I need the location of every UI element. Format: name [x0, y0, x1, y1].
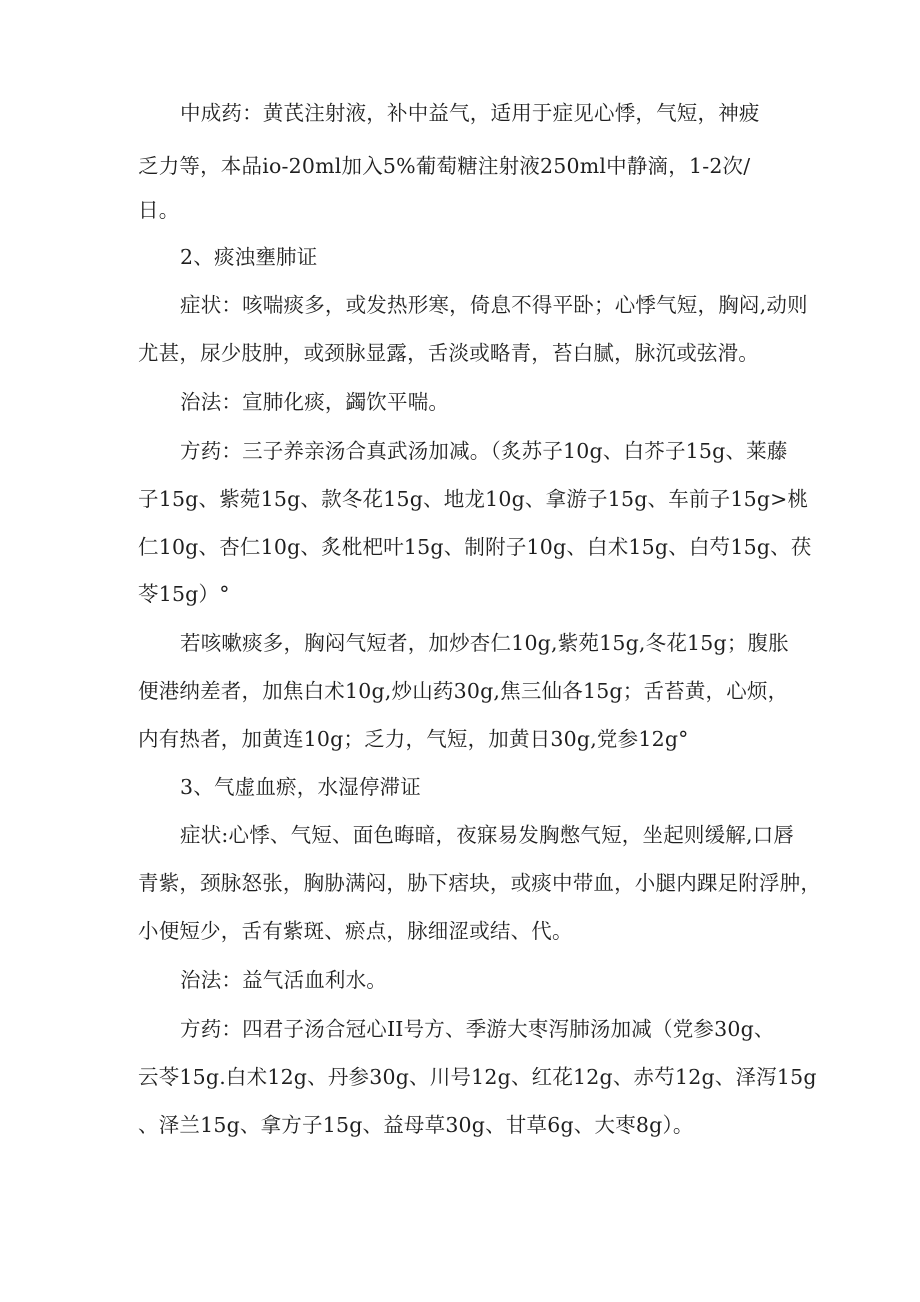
paragraph-line: 尤甚，尿少肢肿，或颈脉显露，舌淡或略青，苔白腻，脉沉或弦滑。 [138, 341, 759, 365]
paragraph-line: 治法：益气活血利水。 [180, 968, 387, 992]
paragraph-line: 青紫，颈脉怒张，胸胁满闷，胁下痞块，或痰中带血，小腿内踝足附浮肿， [138, 871, 822, 895]
paragraph-line: 治法：宣肺化痰，蠲饮平喘。 [180, 390, 450, 414]
paragraph-line: 、泽兰15g、拿方子15g、益母草30g、甘草6g、大枣8g）。 [138, 1113, 694, 1137]
section-heading: 2、痰浊壅肺证 [180, 245, 318, 269]
paragraph-line: 中成药：黄芪注射液，补中益气，适用于症见心悸，气短，神疲 [180, 101, 760, 125]
paragraph-line: 仁10g、杏仁10g、炙枇杷叶15g、制附子10g、白术15g、白芍15g、茯 [138, 535, 812, 559]
paragraph-line: 云苓15g.白术12g、丹参30g、川号12g、红花12g、赤芍12g、泽泻15g [138, 1065, 817, 1089]
paragraph-line: 乏力等，本品io-20ml加入5%葡萄糖注射液250ml中静滴，1-2次/ [138, 154, 751, 178]
paragraph-line: 苓15g）° [138, 582, 230, 606]
paragraph-line: 内有热者，加黄连10g；乏力，气短，加黄日30g,党参12g° [138, 727, 689, 751]
paragraph-line: 症状：咳喘痰多，或发热形寒，倚息不得平卧；心悸气短，胸闷,动则 [180, 293, 808, 317]
paragraph-line: 症状:心悸、气短、面色晦暗，夜寐易发胸憋气短，坐起则缓解,口唇 [180, 823, 795, 847]
paragraph-line: 日。 [138, 198, 180, 222]
paragraph-line: 子15g、紫菀15g、款冬花15g、地龙10g、拿游子15g、车前子15g>桃 [138, 487, 809, 511]
section-heading: 3、气虚血瘀，水湿停滞证 [180, 775, 421, 799]
paragraph-line: 便港纳差者，加焦白术10g,炒山药30g,焦三仙各15g；舌苔黄，心烦， [138, 679, 789, 703]
paragraph-line: 方药：四君子汤合冠心II号方、季游大枣泻肺汤加减（党参30g、 [180, 1017, 775, 1041]
paragraph-line: 方药：三子养亲汤合真武汤加减。（炙苏子10g、白芥子15g、莱藤 [180, 439, 788, 463]
paragraph-line: 小便短少，舌有紫斑、瘀点，脉细涩或结、代。 [138, 919, 573, 943]
paragraph-line: 若咳嗽痰多，胸闷气短者，加炒杏仁10g,紫苑15g,冬花15g；腹胀 [180, 631, 789, 655]
